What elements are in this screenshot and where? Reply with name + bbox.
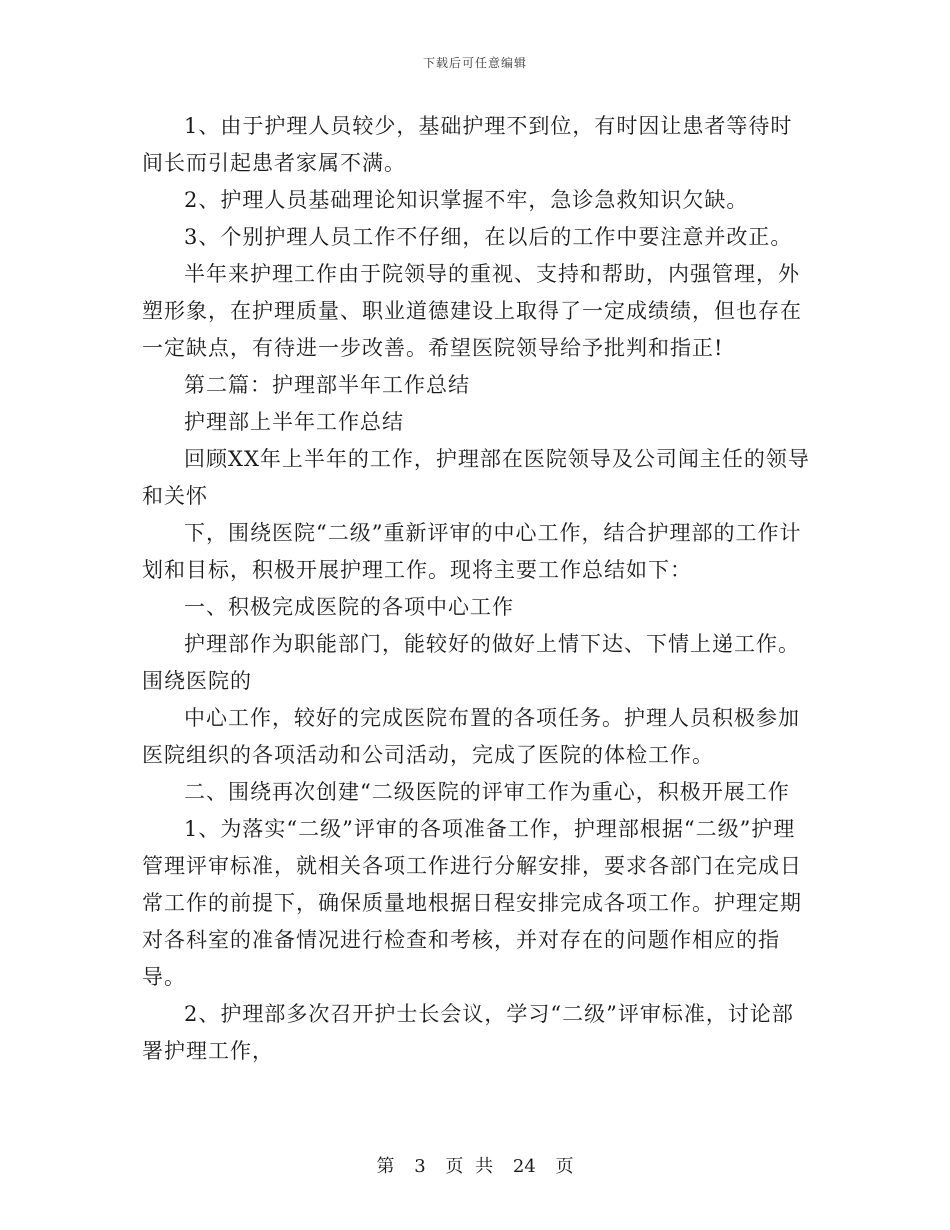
paragraph-4: 半年来护理工作由于院领导的重视、支持和帮助，内强管理，外塑形象，在护理质量、职业道德建设上取得了一定成绩绩，但也存在一定缺点，有待进一步改善。希望医院领导给予批判和指正!	[142, 262, 802, 360]
paragraph-8: 下，围绕医院“二级”重新评审的中心工作，结合护理部的工作计划和目标，积极开展护理工作。现将主要工作总结如下：	[142, 521, 802, 582]
paragraph-2: 2、护理人员基础理论知识掌握不牢，急诊急救知识欠缺。	[184, 188, 749, 212]
page-suffix: 页	[555, 1156, 574, 1177]
page-footer	[0, 1152, 950, 1178]
page-current-number: 3	[414, 1156, 426, 1177]
section-title: 护理部上半年工作总结	[184, 410, 404, 434]
paragraph-7: 回顾XX年上半年的工作，护理部在医院领导及公司闻主任的领导和关怀	[142, 447, 810, 508]
paragraph-10: 护理部作为职能部门，能较好的做好上情下达、下情上递工作。围绕医院的	[142, 632, 800, 693]
subheading-1: 一、积极完成医院的各项中心工作	[184, 595, 514, 619]
paragraph-13: 1、为落实“二级”评审的各项准备工作，护理部根据“二级”护理管理评审标准，就相关各项工作进行分解安排，要求各部门在完成日常工作的前提下，确保质量地根据日程安排完成各项工作。护理定期对各科室的准备情况进行检查和考核，并对存在的问题作相应的指导。	[142, 817, 802, 989]
subheading-2: 二、围绕再次创建“二级医院的评审工作为重心，积极开展工作	[184, 780, 790, 804]
page-header: 下载后可任意编辑	[422, 56, 527, 70]
page-prefix: 第	[376, 1156, 395, 1177]
paragraph-1: 1、由于护理人员较少，基础护理不到位，有时因让患者等待时间长而引起患者家属不满。	[142, 114, 793, 175]
page-middle-text: 页 共	[445, 1156, 494, 1177]
document-body	[142, 108, 810, 1070]
section-heading-2: 第二篇：护理部半年工作总结	[184, 373, 470, 397]
paragraph-14: 2、护理部多次召开护士长会议，学习“二级”评审标准，讨论部署护理工作，	[142, 1002, 794, 1063]
page-total-number: 24	[512, 1156, 536, 1177]
paragraph-3: 3、个别护理人员工作不仔细，在以后的工作中要注意并改正。	[184, 225, 793, 249]
paragraph-11: 中心工作，较好的完成医院布置的各项任务。护理人员积极参加医院组织的各项活动和公司活动，完成了医院的体检工作。	[142, 706, 800, 767]
